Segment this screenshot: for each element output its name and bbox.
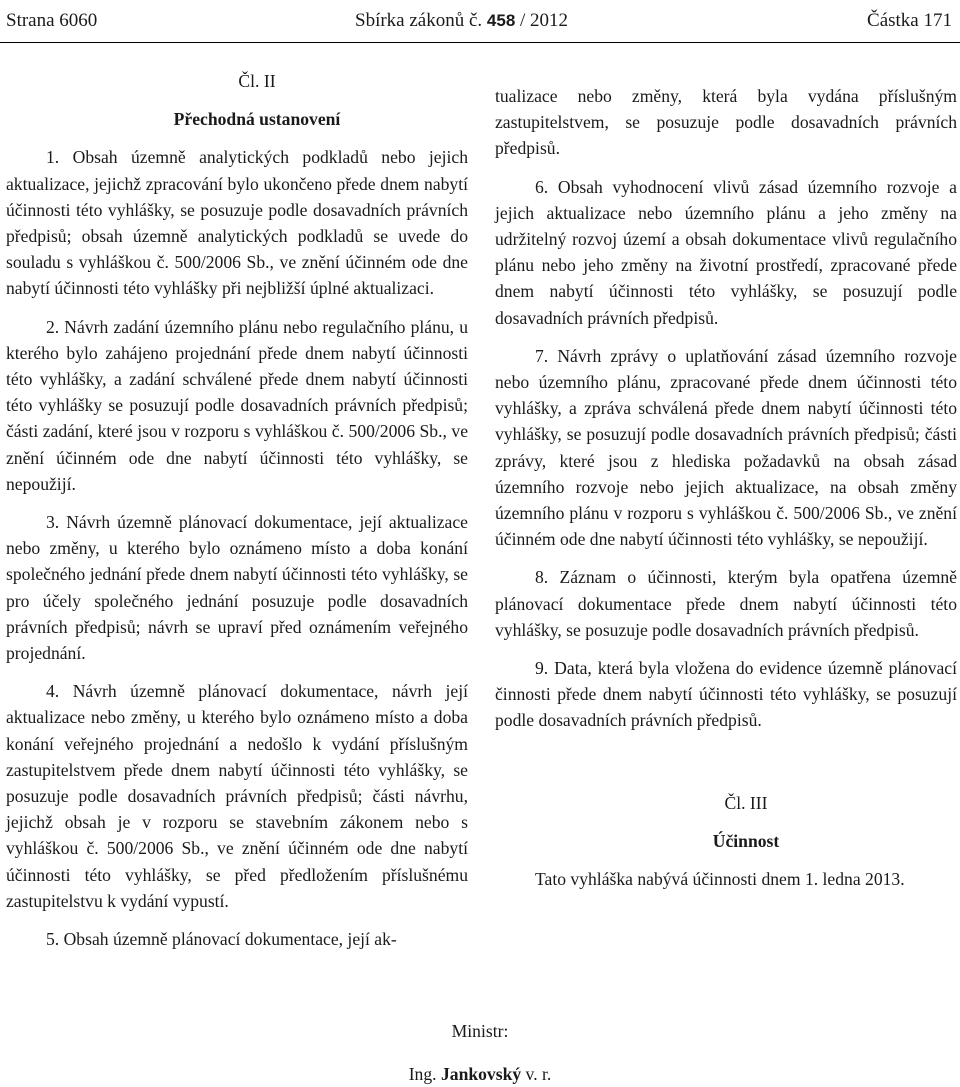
paragraph-7: 7. Návrh zprávy o uplatňování zásad územního rozvoje nebo územního plánu, zpracované přede dnem účinnosti této vyhlášky, a zpráva schválená přede dnem nabytí účinnosti této vyhlášky, se posuzují podle dosavadních právních předpisů; části zprávy, které jsou z hlediska požadavků na obsah zásad územního rozvoje nebo jejich aktualizace, na obsah změny územního plánu v rozporu s vyhláškou č. 500/2006 Sb., ve znění účinném ode dne nabytí účinnosti této vyhlášky, se nepoužijí. bbox=[495, 345, 957, 550]
paragraph-2: 2. Návrh zadání územního plánu nebo regulačního plánu, u kterého bylo zahájeno projednání přede dnem nabytí účinnosti této vyhlášky, a zadání schválené přede dnem nabytí účinnosti této vyhlášky se posuzují podle dosavadních právních předpisů; části zadání, které jsou v rozporu s vyhláškou č. 500/2006 Sb., ve znění účinném ode dne nabytí účinnosti této vyhlášky, se nepoužijí. bbox=[6, 316, 468, 494]
collection-year: / 2012 bbox=[515, 10, 569, 31]
signature-suffix: v. r. bbox=[521, 1064, 552, 1084]
paragraph-6: 6. Obsah vyhodnocení vlivů zásad územního rozvoje a jejich aktualizace nebo územního plánu a jeho změny na udržitelný rozvoj území a obsah dokumentace vlivů regulačního plánu nebo jeho změny na životní prostředí, zpracované přede dnem nabytí účinnosti této vyhlášky, se posuzují podle dosavadních právních předpisů. bbox=[495, 176, 957, 328]
collection-number: 458 bbox=[486, 11, 516, 30]
issue-number: Částka 171 bbox=[867, 10, 952, 31]
paragraph-4: 4. Návrh územně plánovací dokumentace, návrh její aktualizace nebo změny, u kterého bylo oznámeno místo a doba konání veřejného projednání a nedošlo k vydání příslušným zastupitelstvem přede dnem nabytí účinnosti této vyhlášky, se posuzuje podle dosavadních právních předpisů; části návrhu, jejichž obsah je v rozporu se stavebním zákonem nebo s vyhláškou č. 500/2006 Sb., ve znění účinném ode dne nabytí účinnosti této vyhlášky, se před předložením příslušnému zastupitelstvu k vydání vypustí. bbox=[6, 681, 468, 911]
article-3-title: Účinnost bbox=[712, 830, 780, 851]
effectiveness-text: Tato vyhláška nabývá účinnosti dnem 1. ledna 2013. bbox=[535, 869, 905, 890]
paragraph-3: 3. Návrh územně plánovací dokumentace, její aktualizace nebo změny, u kterého bylo oznámeno místo a doba konání společného jednání přede dnem nabytí účinnosti této vyhlášky, se pro účely společného jednání posuzuje podle dosavadních právních předpisů; návrh se upraví před oznámením veřejného projednání. bbox=[6, 512, 468, 664]
article-3-number: Čl. III bbox=[724, 792, 768, 813]
paragraph-8: 8. Záznam o účinnosti, kterým byla opatřena územně plánovací dokumentace přede dnem nabytí účinnosti této vyhlášky, se posuzuje podle dosavadních právních předpisů. bbox=[495, 567, 957, 640]
page-number: Strana 6060 bbox=[6, 10, 98, 31]
article-spacer bbox=[495, 746, 957, 790]
signature-title: Ing. bbox=[408, 1064, 437, 1084]
collection-title bbox=[355, 0, 568, 42]
signature-name: Jankovský bbox=[440, 1064, 522, 1084]
signature-name-line bbox=[0, 1064, 960, 1085]
left-column bbox=[6, 68, 468, 964]
collection-prefix: Sbírka zákonů č. bbox=[355, 10, 483, 31]
paragraph-9: 9. Data, která byla vložena do evidence územně plánovací činnosti přede dnem nabytí účinnosti této vyhlášky, se posuzují podle dosavadních právních předpisů. bbox=[495, 658, 957, 731]
article-2-title: Přechodná ustanovení bbox=[173, 109, 341, 130]
paragraph-1: 1. Obsah územně analytických podkladů nebo jejich aktualizace, jejichž zpracování bylo ukončeno přede dnem nabytí účinnosti této vyhlášky, se posuzuje podle dosavadních právních předpisů; obsah územně analytických podkladů se uvede do souladu s vyhláškou č. 500/2006 Sb., ve znění účinném ode dne nabytí účinnosti této vyhlášky při nejbližší úplné aktualizaci. bbox=[6, 147, 468, 299]
signature-role: Ministr: bbox=[451, 1021, 509, 1041]
right-column bbox=[495, 83, 957, 904]
paragraph-5-start: 5. Obsah územně plánovací dokumentace, její ak- bbox=[46, 929, 397, 950]
page-header bbox=[0, 0, 960, 43]
paragraph-5-continued: tualizace nebo změny, která byla vydána příslušným zastupitelstvem, se posuzuje podle dosavadních právních předpisů. bbox=[495, 86, 957, 159]
article-2-number: Čl. II bbox=[238, 71, 276, 91]
